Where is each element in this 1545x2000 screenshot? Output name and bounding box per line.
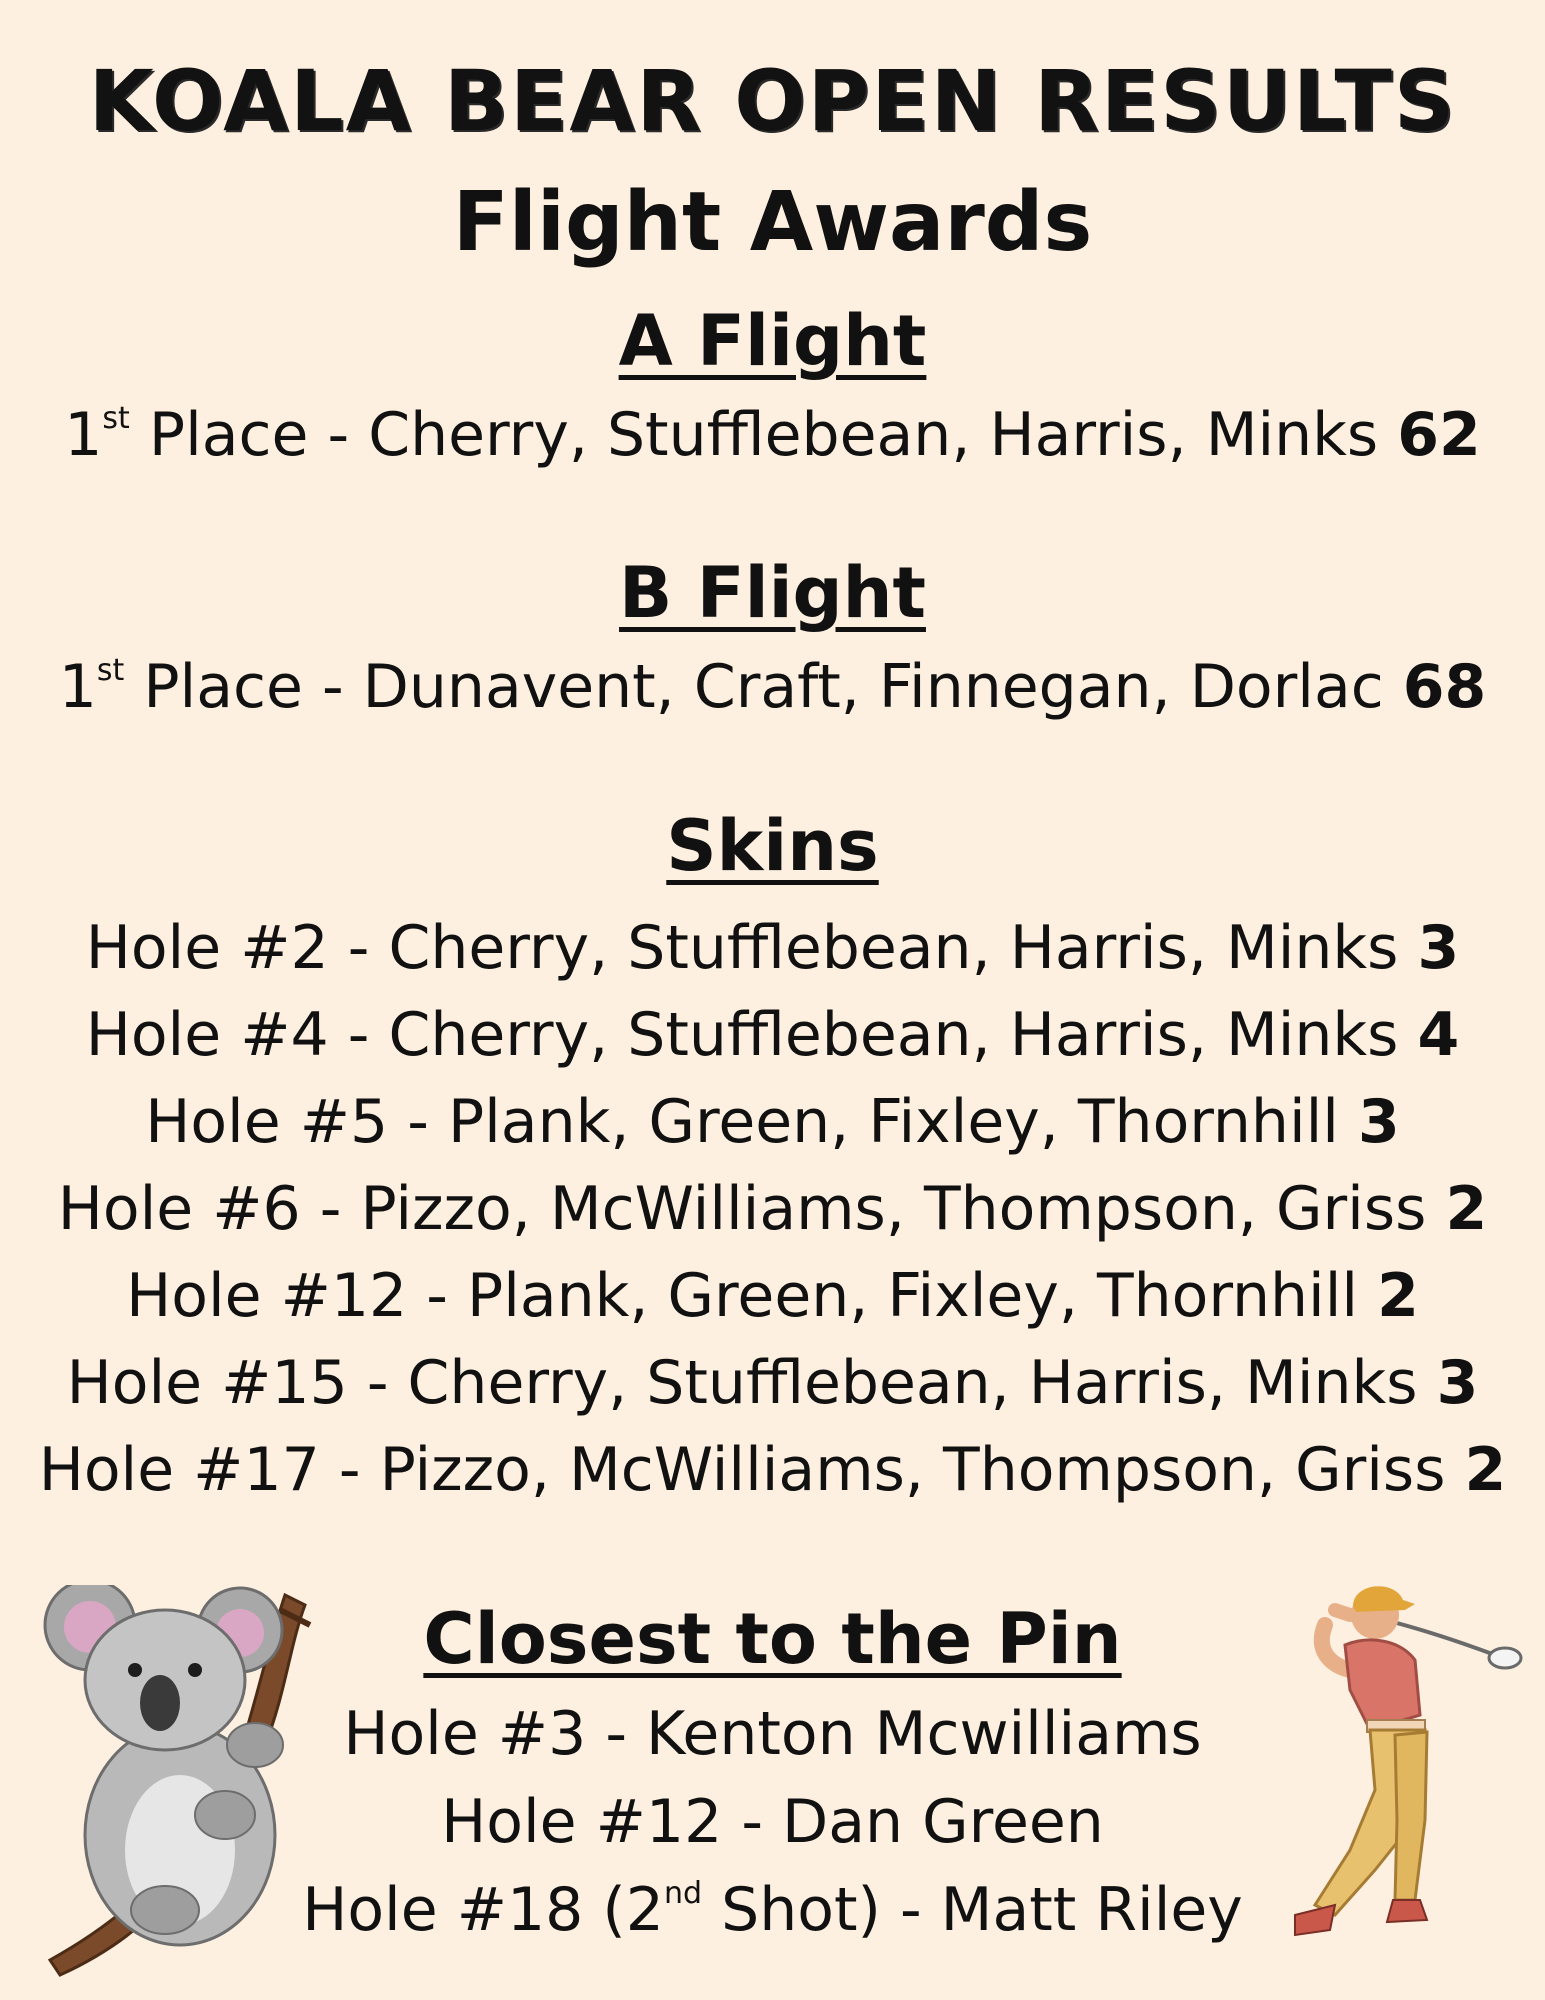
- skins-row: [0, 1340, 1545, 1427]
- closest-pin-heading: Closest to the Pin: [423, 1598, 1122, 1680]
- koala-illustration: [40, 1585, 360, 1980]
- skins-row-value: 4: [1417, 1000, 1460, 1070]
- skins-heading: Skins: [666, 805, 879, 887]
- team-names: Place - Dunavent, Craft, Finnegan, Dorlac: [124, 652, 1403, 722]
- closest-pin-row: Hole #12 - Dan Green: [441, 1787, 1104, 1857]
- skins-row: [0, 1166, 1545, 1253]
- skins-row-text: Hole #17 - Pizzo, McWilliams, Thompson, Griss: [38, 1435, 1465, 1505]
- skins-row-text: Hole #4 - Cherry, Stufflebean, Harris, Minks: [85, 1000, 1418, 1070]
- skins-row: [0, 905, 1545, 992]
- closest-pin-row-start: Hole #18 (2: [302, 1875, 664, 1945]
- skins-row-text: Hole #6 - Pizzo, McWilliams, Thompson, Griss: [57, 1174, 1446, 1244]
- skins-row-value: 2: [1464, 1435, 1507, 1505]
- team-score: 62: [1397, 400, 1481, 470]
- skins-list: [0, 905, 1545, 1514]
- place-ordinal: st: [102, 401, 130, 436]
- skins-row-value: 3: [1417, 913, 1460, 983]
- page-subtitle: Flight Awards: [452, 175, 1093, 270]
- skins-row: [0, 992, 1545, 1079]
- team-score: 68: [1402, 652, 1487, 722]
- golfer-illustration: [1255, 1570, 1535, 1990]
- place-ordinal: st: [96, 653, 125, 688]
- skins-row-value: 2: [1377, 1261, 1419, 1331]
- place-number: 1: [58, 652, 97, 722]
- skins-row: [0, 1427, 1545, 1514]
- closest-pin-row-end: Shot) - Matt Riley: [702, 1875, 1243, 1945]
- place-number: 1: [64, 400, 103, 470]
- skins-row: [0, 1079, 1545, 1166]
- b-flight-result: [0, 652, 1545, 722]
- skins-row-text: Hole #15 - Cherry, Stufflebean, Harris, Minks: [66, 1348, 1437, 1418]
- a-flight-result: [0, 400, 1545, 470]
- skins-row-text: Hole #12 - Plank, Green, Fixley, Thornhill: [126, 1261, 1378, 1331]
- team-names: Place - Cherry, Stufflebean, Harris, Minks: [129, 400, 1398, 470]
- skins-row-text: Hole #5 - Plank, Green, Fixley, Thornhill: [145, 1087, 1359, 1157]
- skins-row-value: 3: [1436, 1348, 1479, 1418]
- skins-row-value: 3: [1358, 1087, 1400, 1157]
- skins-row-value: 2: [1445, 1174, 1488, 1244]
- b-flight-heading: B Flight: [619, 552, 926, 634]
- closest-pin-row: Hole #3 - Kenton Mcwilliams: [343, 1699, 1202, 1769]
- page-title: KOALA BEAR OPEN RESULTS: [88, 52, 1457, 150]
- a-flight-heading: A Flight: [618, 300, 927, 382]
- skins-row-text: Hole #2 - Cherry, Stufflebean, Harris, Minks: [85, 913, 1418, 983]
- skins-row: [0, 1253, 1545, 1340]
- ordinal-suffix: nd: [663, 1876, 703, 1911]
